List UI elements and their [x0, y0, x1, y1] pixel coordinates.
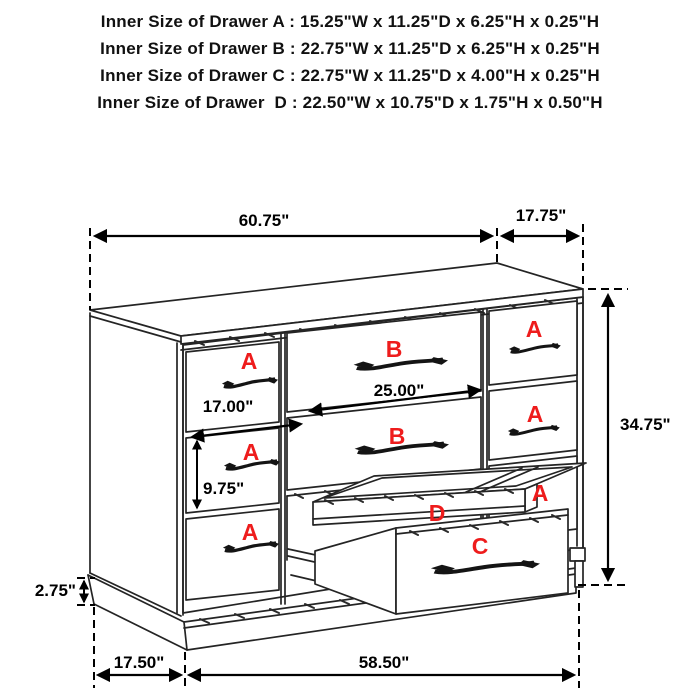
label-drawer-a-right-2: A [526, 401, 544, 427]
label-drawer-b-2: B [388, 423, 406, 449]
dim-label-bottom-width: 58.50" [358, 653, 410, 672]
label-drawer-a-right-1: A [525, 316, 543, 342]
label-drawer-a-right-3: A [531, 480, 549, 506]
spec-line-drawer-c: Inner Size of Drawer C : 22.75"W x 11.25"D x 4.00"H x 0.25"H [100, 66, 600, 85]
dim-label-bottom-depth: 17.50" [113, 653, 165, 672]
spec-line-drawer-b: Inner Size of Drawer B : 22.75"W x 11.25"D x 6.25"H x 0.25"H [100, 39, 600, 58]
dim-label-base-height: 2.75" [34, 581, 76, 600]
drawer-a-left-3 [186, 509, 279, 600]
label-drawer-a-left-1: A [240, 348, 258, 374]
label-drawer-c: C [471, 533, 489, 559]
label-tray-d: D [428, 500, 446, 526]
dim-label-top-width: 60.75" [238, 211, 290, 230]
drawer-a-right-1 [489, 301, 577, 385]
spec-line-drawer-d: Inner Size of Drawer D : 22.50"W x 10.75"D x 1.75"H x 0.50"H [97, 93, 603, 112]
spec-line-drawer-a: Inner Size of Drawer A : 15.25"W x 11.25"D x 6.25"H x 0.25"H [100, 12, 600, 31]
label-drawer-b-1: B [385, 336, 403, 362]
dim-label-top-depth: 17.75" [515, 206, 567, 225]
dim-label-left-drawer-width: 17.00" [202, 397, 254, 416]
label-drawer-a-left-2: A [242, 439, 260, 465]
dim-label-height: 34.75" [620, 415, 671, 434]
dim-label-left-drawer-height: 9.75" [203, 479, 245, 498]
dim-label-center-drawer-width: 25.00" [373, 381, 425, 400]
label-drawer-a-left-3: A [241, 519, 259, 545]
